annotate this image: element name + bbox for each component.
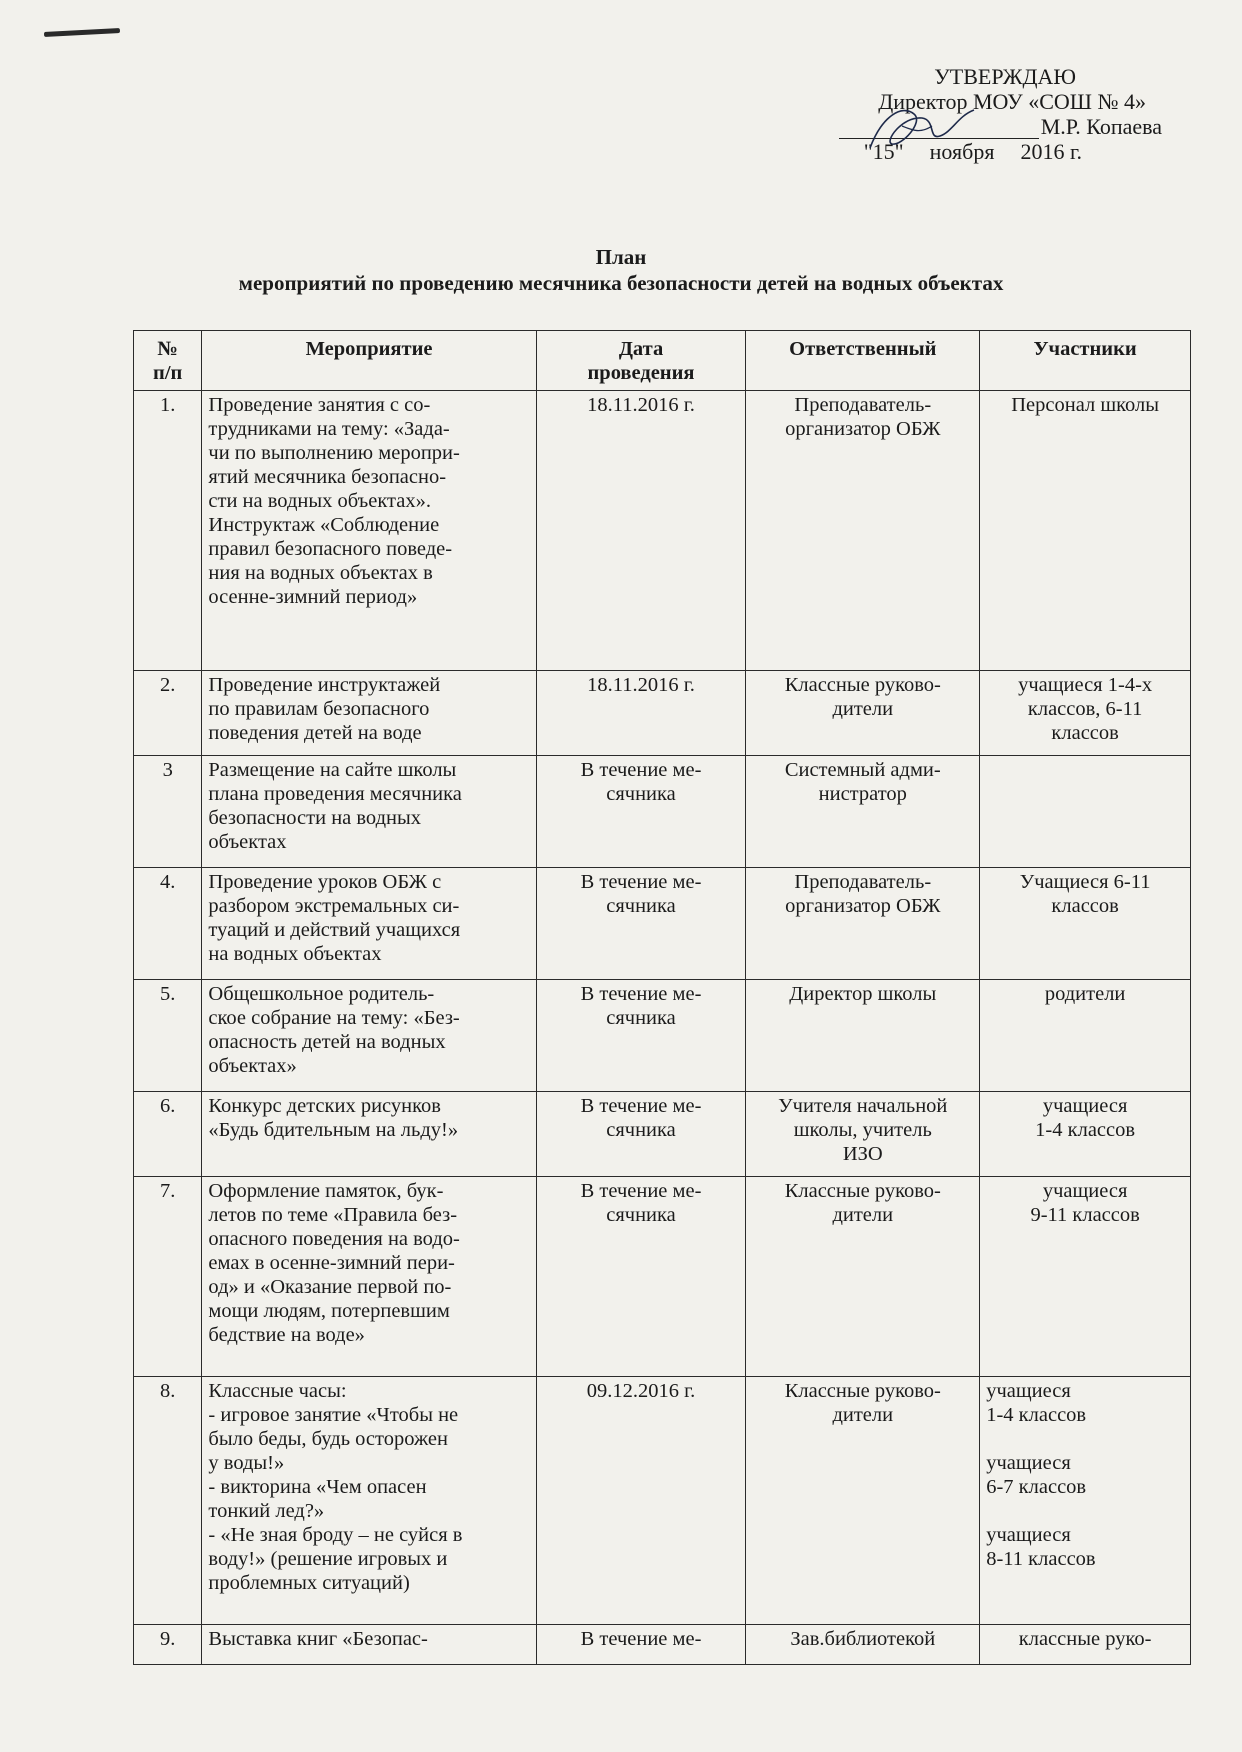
row-number: 1. bbox=[134, 391, 202, 671]
document-title: План bbox=[595, 245, 647, 269]
events-table bbox=[133, 330, 1191, 1665]
row-date: 09.12.2016 г. bbox=[536, 1377, 746, 1625]
handwritten-signature bbox=[862, 96, 982, 166]
header-number: № п/п bbox=[134, 331, 202, 391]
scan-artifact-mark bbox=[44, 28, 120, 37]
document-subtitle: мероприятий по проведению месячника безопасности детей на водных объектах bbox=[238, 271, 1004, 295]
row-activity: Проведение инструктажей по правилам безопасного поведения детей на воде bbox=[202, 671, 536, 756]
row-responsible: Классные руково- дители bbox=[746, 1377, 980, 1625]
table-row bbox=[134, 391, 1191, 671]
table-header-row bbox=[134, 331, 1191, 391]
row-number: 6. bbox=[134, 1092, 202, 1177]
row-date: В течение ме- bbox=[536, 1625, 746, 1665]
row-number: 8. bbox=[134, 1377, 202, 1625]
row-date: В течение ме- сячника bbox=[536, 1177, 746, 1377]
row-activity: Проведение занятия с со- трудниками на тему: «Зада- чи по выполнению меропри- ятий месячника безопасно- сти на водных объектах». Инструктаж «Соблюдение правил безопасного поведе- ния на водных объектах в осенне-зимний период» bbox=[202, 391, 536, 671]
approval-day: "15" bbox=[863, 139, 904, 164]
row-responsible: Классные руково- дители bbox=[746, 671, 980, 756]
table-row bbox=[134, 868, 1191, 980]
row-participants: классные руко- bbox=[980, 1625, 1191, 1665]
table-row bbox=[134, 1177, 1191, 1377]
row-number: 9. bbox=[134, 1625, 202, 1665]
table-row bbox=[134, 1625, 1191, 1665]
table-row bbox=[134, 1377, 1191, 1625]
table-row bbox=[134, 980, 1191, 1092]
row-date: В течение ме- сячника bbox=[536, 756, 746, 868]
row-number: 3 bbox=[134, 756, 202, 868]
row-responsible: Преподаватель- организатор ОБЖ bbox=[746, 391, 980, 671]
row-activity: Оформление памяток, бук- летов по теме «Правила без- опасного поведения на водо- емах в осенне-зимний пери- од» и «Оказание первой по- мощи людям, потерпевшим бедствие на воде» bbox=[202, 1177, 536, 1377]
row-participants: Персонал школы bbox=[980, 391, 1191, 671]
row-date: 18.11.2016 г. bbox=[536, 671, 746, 756]
row-responsible: Преподаватель- организатор ОБЖ bbox=[746, 868, 980, 980]
row-number: 5. bbox=[134, 980, 202, 1092]
row-participants: учащиеся 1-4 классов учащиеся 6-7 классов учащиеся 8-11 классов bbox=[980, 1377, 1191, 1625]
row-responsible: Классные руково- дители bbox=[746, 1177, 980, 1377]
row-participants: родители bbox=[980, 980, 1191, 1092]
row-date: В течение ме- сячника bbox=[536, 1092, 746, 1177]
row-activity: Размещение на сайте школы плана проведения месячника безопасности на водных объектах bbox=[202, 756, 536, 868]
approval-year: 2016 г. bbox=[1020, 139, 1082, 164]
row-activity: Конкурс детских рисунков «Будь бдительным на льду!» bbox=[202, 1092, 536, 1177]
approval-position: Директор МОУ «СОШ № 4» bbox=[878, 89, 1146, 114]
row-date: В течение ме- сячника bbox=[536, 868, 746, 980]
row-date: 18.11.2016 г. bbox=[536, 391, 746, 671]
row-participants bbox=[980, 756, 1191, 868]
row-responsible: Директор школы bbox=[746, 980, 980, 1092]
row-responsible: Зав.библиотекой bbox=[746, 1625, 980, 1665]
row-activity: Общешкольное родитель- ское собрание на тему: «Без- опасность детей на водных объектах» bbox=[202, 980, 536, 1092]
row-number: 2. bbox=[134, 671, 202, 756]
row-date: В течение ме- сячника bbox=[536, 980, 746, 1092]
row-participants: учащиеся 1-4 классов bbox=[980, 1092, 1191, 1177]
header-participants: Участники bbox=[980, 331, 1191, 391]
table-row bbox=[134, 671, 1191, 756]
table-row bbox=[134, 756, 1191, 868]
row-responsible: Учителя начальной школы, учитель ИЗО bbox=[746, 1092, 980, 1177]
header-responsible: Ответственный bbox=[746, 331, 980, 391]
approval-heading: УТВЕРЖДАЮ bbox=[934, 64, 1076, 89]
table-row bbox=[134, 1092, 1191, 1177]
row-activity: Выставка книг «Безопас- bbox=[202, 1625, 536, 1665]
header-activity: Мероприятие bbox=[202, 331, 536, 391]
row-participants: учащиеся 9-11 классов bbox=[980, 1177, 1191, 1377]
approval-month: ноября bbox=[929, 139, 995, 164]
approval-name: М.Р. Копаева bbox=[1040, 114, 1162, 139]
row-number: 7. bbox=[134, 1177, 202, 1377]
row-activity: Проведение уроков ОБЖ с разбором экстремальных си- туаций и действий учащихся на водных объектах bbox=[202, 868, 536, 980]
row-responsible: Системный адми- нистратор bbox=[746, 756, 980, 868]
row-activity: Классные часы: - игровое занятие «Чтобы не было беды, будь осторожен у воды!» - викторина «Чем опасен тонкий лед?» - «Не зная броду – не суйся в воду!» (решение игровых и проблемных ситуаций) bbox=[202, 1377, 536, 1625]
row-number: 4. bbox=[134, 868, 202, 980]
header-date: Дата проведения bbox=[536, 331, 746, 391]
row-participants: учащиеся 1-4-х классов, 6-11 классов bbox=[980, 671, 1191, 756]
row-participants: Учащиеся 6-11 классов bbox=[980, 868, 1191, 980]
